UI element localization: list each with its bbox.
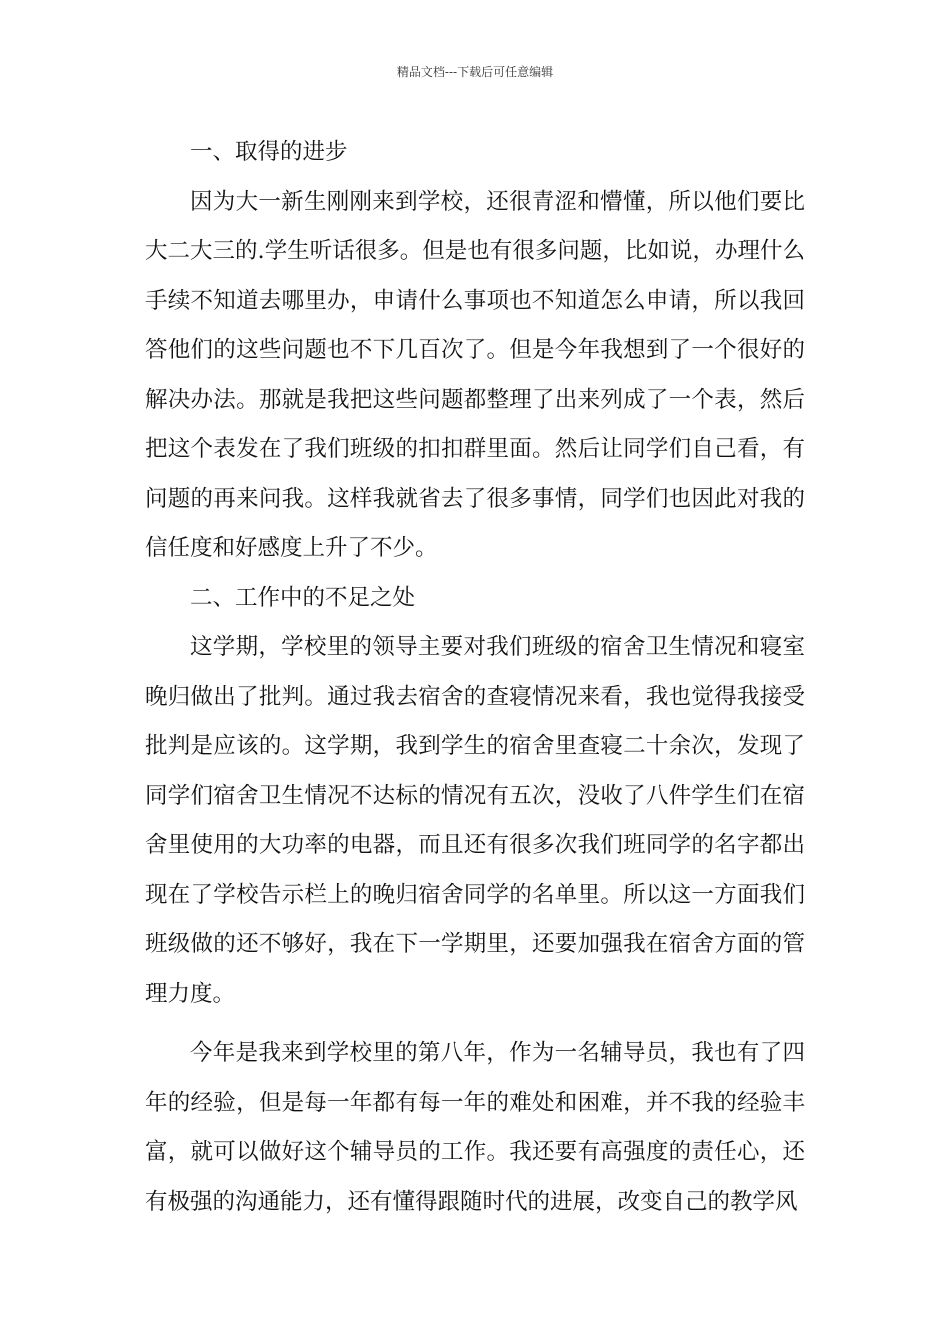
document-body <box>145 128 805 1227</box>
section-heading-shortcomings: 二、工作中的不足之处 <box>190 584 416 611</box>
paragraph-shortcomings: 这学期，学校里的领导主要对我们班级的宿舍卫生情况和寝室晚归做出了批判。通过我去宿舍的查寝情况来看，我也觉得我接受批判是应该的。这学期，我到学生的宿舍里查寝二十余次，发现了同学们宿舍卫生情况不达标的情况有五次，没收了八件学生们在宿舍里使用的大功率的电器，而且还有很多次我们班同学的名字都出现在了学校告示栏上的晚归宿舍同学的名单里。所以这一方面我们班级做的还不够好，我在下一学期里，还要加强我在宿舍方面的管理力度。 <box>145 634 805 1007</box>
paragraph-spacer <box>145 1019 805 1029</box>
section-heading-progress: 一、取得的进步 <box>190 139 348 165</box>
page-header: 精品文档---下载后可任意编辑 <box>396 65 554 79</box>
paragraph-experience: 今年是我来到学校里的第八年，作为一名辅导员，我也有了四年的经验，但是每一年都有每一年的难处和困难，并不我的经验丰富，就可以做好这个辅导员的工作。我还要有高强度的责任心，还有极强的沟通能力，还有懂得跟随时代的进展，改变自己的教学风 <box>145 1040 805 1215</box>
paragraph-progress: 因为大一新生刚刚来到学校，还很青涩和懵懂，所以他们要比大二大三的.学生听话很多。但是也有很多问题，比如说，办理什么手续不知道去哪里办，申请什么事项也不知道怎么申请，所以我回答他们的这些问题也不下几百次了。但是今年我想到了一个很好的解决办法。那就是我把这些问题都整理了出来列成了一个表，然后把这个表发在了我们班级的扣扣群里面。然后让同学们自己看，有问题的再来问我。这样我就省去了很多事情，同学们也因此对我的信任度和好感度上升了不少。 <box>145 188 805 561</box>
